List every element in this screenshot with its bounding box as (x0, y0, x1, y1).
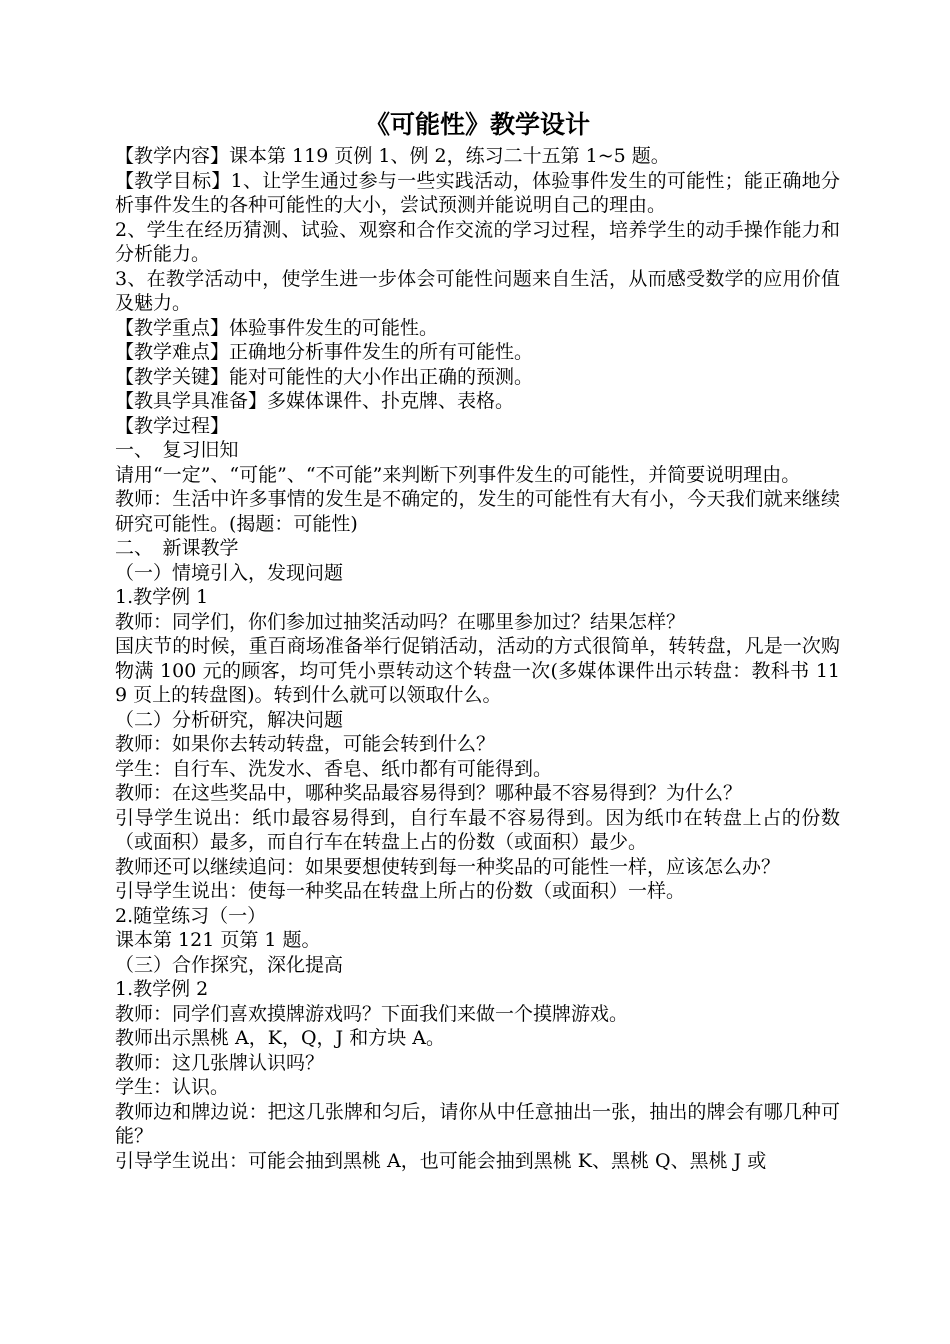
paragraph-teacher-shuffle: 教师边和牌边说：把这几张牌和匀后，请你从中任意抽出一张，抽出的牌会有哪几种可能？ (115, 1100, 840, 1147)
section-heading-review: 一、 复习旧知 (115, 439, 239, 461)
paragraph-review-task: 请用“一定”、“可能”、“不可能”来判断下列事件发生的可能性，并简要说明理由。 (115, 463, 801, 486)
document-title: 《可能性》教学设计 (364, 110, 590, 139)
paragraph-textbook-page: 课本第 121 页第 1 题。 (115, 929, 321, 951)
paragraph-key: 【教学关键】能对可能性的大小作出正确的预测。 (115, 365, 534, 388)
paragraph-teacher-question-easiest: 教师：在这些奖品中，哪种奖品最容易得到？哪种最不容易得到？为什么？ (115, 782, 743, 804)
section-heading-new-lesson: 二、 新课教学 (115, 537, 239, 559)
paragraph-teaching-goal-3: 3、在教学活动中，使学生进一步体会可能性问题来自生活，从而感受数学的应用价值及魅力。 (115, 267, 840, 314)
document-page (115, 106, 840, 1173)
paragraph-teacher-shows-cards: 教师出示黑桃 A，K，Q，J 和方块 A。 (115, 1027, 445, 1049)
paragraph-key-point: 【教学重点】体验事件发生的可能性。 (115, 316, 439, 339)
paragraph-guide-answer-cards: 引导学生说出：可能会抽到黑桃 A，也可能会抽到黑桃 K、黑桃 Q、黑桃 J 或 (115, 1149, 767, 1172)
paragraph-teacher-question-spin: 教师：如果你去转动转盘，可能会转到什么？ (115, 733, 496, 755)
paragraph-teacher-question-lottery: 教师：同学们，你们参加过抽奖活动吗？在哪里参加过？结果怎样？ (115, 610, 686, 633)
subsection-heading-cooperation: （三）合作探究，深化提高 (115, 953, 344, 976)
item-heading-example-2: 1.教学例 2 (115, 978, 209, 1000)
paragraph-guide-answer-equal: 引导学生说出：使每一种奖品在转盘上所占的份数（或面积）一样。 (115, 880, 686, 902)
item-heading-practice-1: 2.随堂练习（一） (115, 904, 267, 927)
paragraph-teaching-content: 【教学内容】课本第 119 页例 1、例 2，练习二十五第 1~5 题。 (115, 145, 670, 167)
paragraph-teaching-goal-1: 【教学目标】1、让学生通过参与一些实践活动，体验事件发生的可能性；能正确地分析事件发生的各种可能性的大小，尝试预测并能说明自己的理由。 (115, 169, 840, 216)
paragraph-process-heading: 【教学过程】 (115, 414, 230, 437)
subsection-heading-scenario: （一）情境引入，发现问题 (115, 561, 344, 584)
paragraph-difficulty: 【教学难点】正确地分析事件发生的所有可能性。 (115, 341, 534, 363)
paragraph-teacher-question-cards: 教师：这几张牌认识吗？ (115, 1051, 325, 1074)
document-body (115, 144, 840, 1173)
item-heading-example-1: 1.教学例 1 (115, 586, 209, 608)
paragraph-teacher-intro: 教师：生活中许多事情的发生是不确定的，发生的可能性有大有小，今天我们就来继续研究可能性。(揭题：可能性) (115, 488, 840, 535)
paragraph-student-answer-prizes: 学生：自行车、洗发水、香皂、纸巾都有可能得到。 (115, 757, 553, 780)
paragraph-teacher-card-game: 教师：同学们喜欢摸牌游戏吗？下面我们来做一个摸牌游戏。 (115, 1002, 629, 1025)
paragraph-teaching-goal-2: 2、学生在经历猜测、试验、观察和合作交流的学习过程，培养学生的动手操作能力和分析能力。 (115, 218, 840, 265)
subsection-heading-analysis: （二）分析研究，解决问题 (115, 708, 344, 731)
paragraph-materials: 【教具学具准备】多媒体课件、扑克牌、表格。 (115, 390, 515, 412)
paragraph-guide-answer-tissue: 引导学生说出：纸巾最容易得到，自行车最不容易得到。因为纸巾在转盘上占的份数（或面积）最多，而自行车在转盘上占的份数（或面积）最少。 (115, 806, 840, 853)
paragraph-teacher-follow-up: 教师还可以继续追问：如果要想使转到每一种奖品的可能性一样，应该怎么办？ (115, 855, 781, 878)
paragraph-national-day: 国庆节的时候，重百商场准备举行促销活动，活动的方式很简单，转转盘，凡是一次购物满 100 元的顾客，均可凭小票转动这个转盘一次(多媒体课件出示转盘：教科书 119 页上的转盘图)。转到什么就可以领取什么。 (115, 635, 840, 706)
paragraph-student-answer-know: 学生：认识。 (115, 1076, 230, 1098)
